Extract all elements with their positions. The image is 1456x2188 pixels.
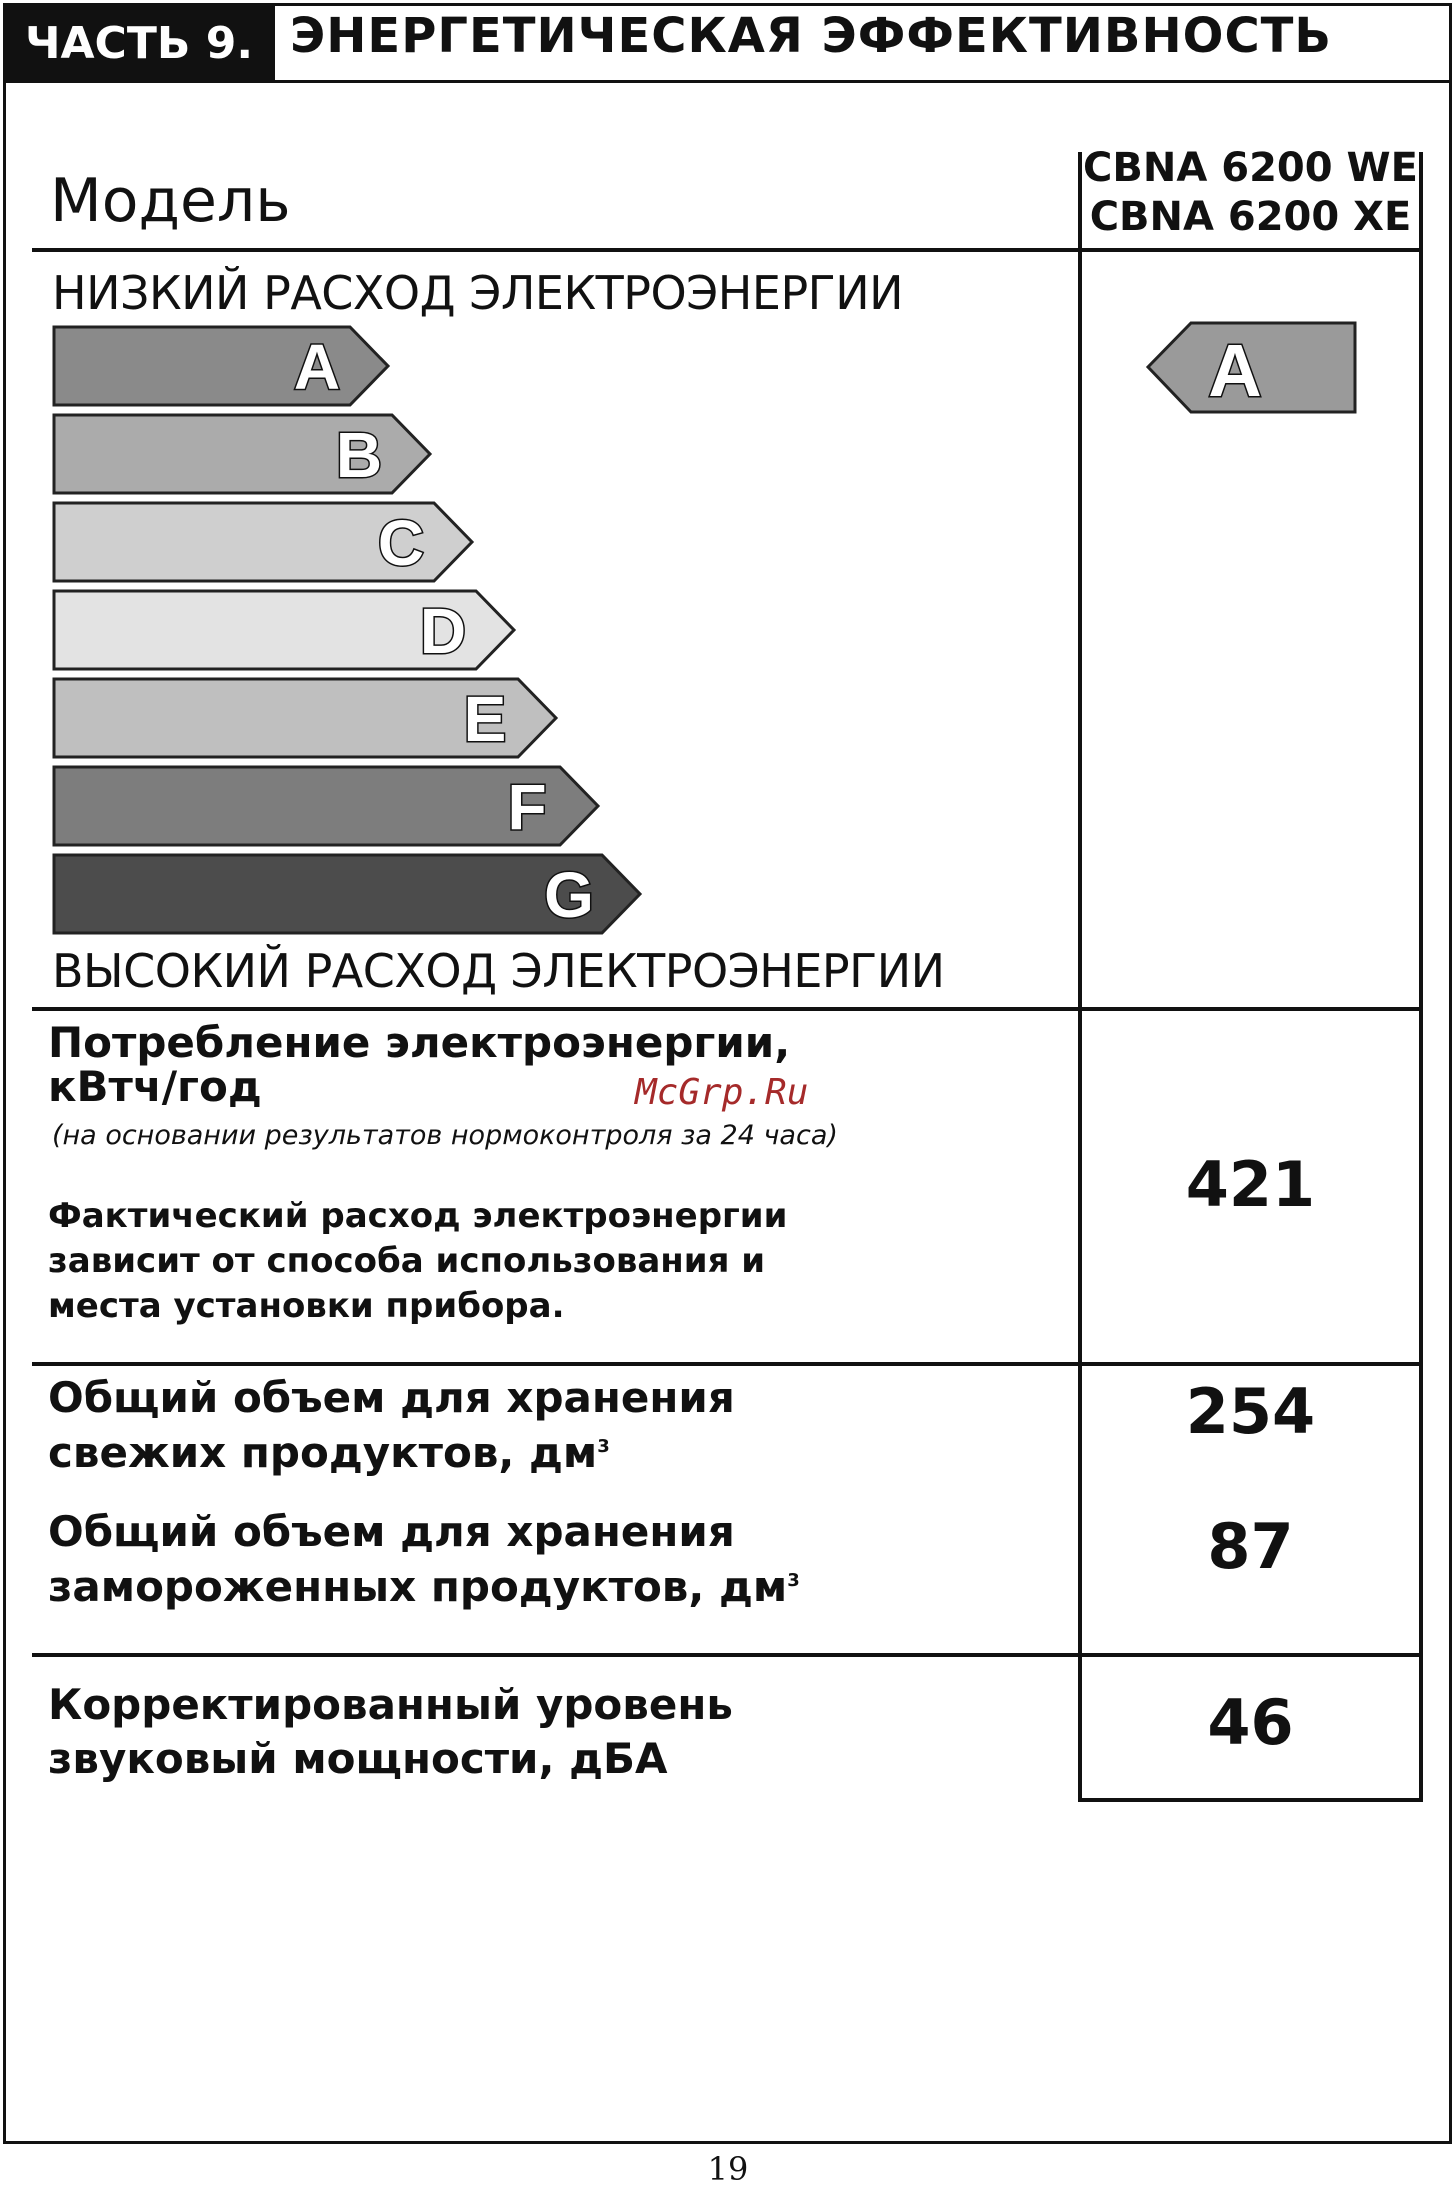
high-consumption-label: ВЫСОКИЙ РАСХОД ЭЛЕКТРОЭНЕРГИИ	[52, 944, 945, 998]
fresh-volume-unit-sup: 3	[597, 1436, 610, 1457]
fresh-volume-line1: Общий объем для хранения	[48, 1373, 735, 1422]
row-divider-model	[32, 248, 1423, 252]
energy-rating-letter: A	[1208, 329, 1262, 412]
row-divider-volumes	[32, 1653, 1423, 1657]
frozen-volume-unit-sup: 3	[787, 1570, 800, 1591]
energy-class-e-arrow	[52, 677, 560, 759]
energy-class-a-arrow	[52, 325, 392, 407]
energy-class-c-letter: C	[377, 507, 425, 579]
consumption-title-line2: кВтч/год	[48, 1062, 262, 1111]
frozen-volume-line1: Общий объем для хранения	[48, 1507, 735, 1556]
model-label: Модель	[50, 166, 291, 236]
table-bottom-border	[1078, 1798, 1423, 1802]
header-rule	[275, 80, 1452, 83]
consumption-title-line1: Потребление электроэнергии,	[48, 1018, 791, 1067]
energy-class-f-arrow	[52, 765, 602, 847]
energy-class-g-arrow	[52, 853, 644, 935]
low-consumption-label: НИЗКИЙ РАСХОД ЭЛЕКТРОЭНЕРГИИ	[52, 266, 904, 320]
consumption-value: 421	[1185, 1148, 1316, 1221]
consumption-disclaimer-line1: Фактический расход электроэнергии	[48, 1196, 788, 1236]
fresh-volume-line2: свежих продуктов, $дм^3$	[48, 1428, 610, 1477]
model-name-2: CBNA 6200 XE	[1089, 194, 1412, 240]
fresh-volume-value: 254	[1185, 1375, 1316, 1448]
energy-rating-arrow	[1145, 320, 1359, 416]
energy-class-d-arrow	[52, 589, 518, 671]
page-number: 19	[707, 2150, 749, 2188]
energy-class-b-arrow	[52, 413, 434, 495]
row-divider-consumption	[32, 1362, 1423, 1366]
table-right-border	[1419, 152, 1423, 1800]
energy-class-c-arrow	[52, 501, 476, 583]
section-label: ЧАСТЬ 9.	[3, 3, 275, 83]
energy-class-a-letter: A	[293, 331, 341, 403]
frozen-volume-value: 87	[1207, 1510, 1294, 1583]
energy-class-f-letter: F	[507, 771, 547, 843]
row-divider-scale	[32, 1007, 1423, 1011]
model-name-1: CBNA 6200 WE	[1083, 145, 1418, 191]
energy-class-b-letter: B	[335, 419, 383, 491]
energy-class-g-letter: G	[544, 859, 594, 931]
watermark: McGrp.Ru	[635, 1072, 809, 1113]
section-title: ЭНЕРГЕТИЧЕСКАЯ ЭФФЕКТИВНОСТЬ	[290, 8, 1332, 64]
consumption-disclaimer-line2: зависит от способа использования и	[48, 1241, 766, 1281]
energy-class-d-letter: D	[419, 595, 467, 667]
noise-line1: Корректированный уровень	[48, 1680, 733, 1729]
consumption-note: (на основании результатов нормоконтроля за 24 часа)	[52, 1120, 838, 1151]
noise-line2: звуковый мощности, дБА	[48, 1734, 668, 1783]
energy-class-e-letter: E	[463, 683, 507, 755]
consumption-disclaimer-line3: места установки прибора.	[48, 1286, 565, 1326]
frozen-volume-line2: замороженных продуктов, $дм^3$	[48, 1562, 800, 1611]
noise-value: 46	[1207, 1686, 1294, 1759]
